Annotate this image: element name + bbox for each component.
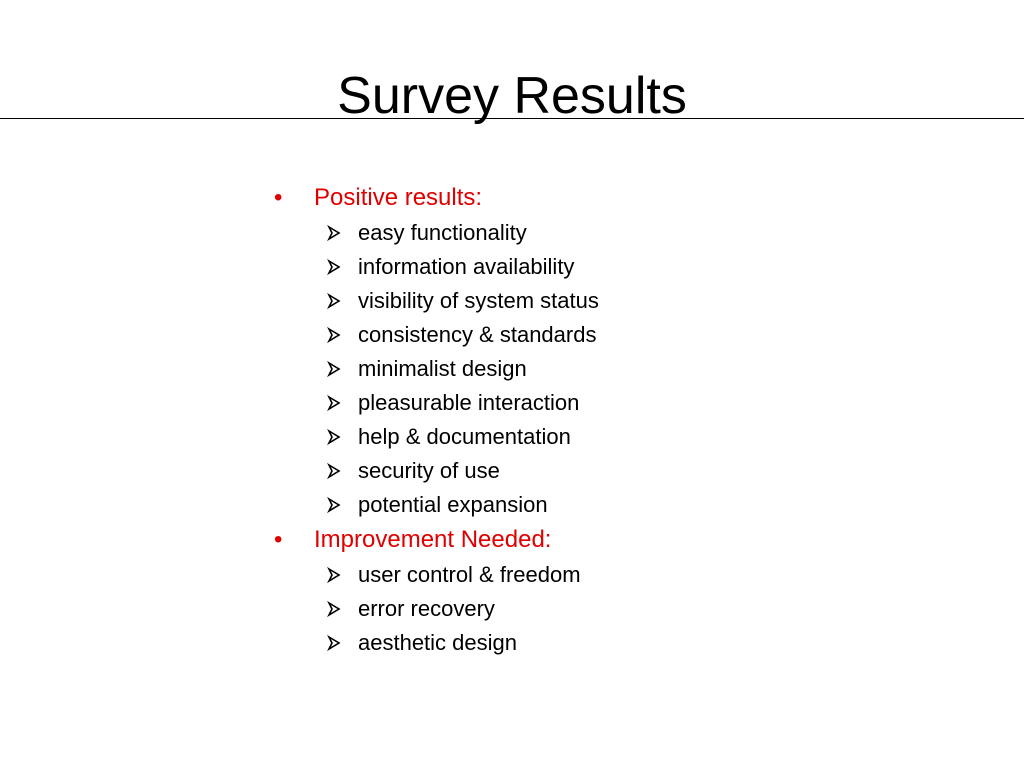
arrow-bullet-icon: [326, 225, 358, 241]
slide-title: Survey Results: [337, 67, 687, 125]
list-item: [270, 386, 970, 420]
arrow-bullet-icon: [326, 497, 358, 513]
section-positive-results: [270, 180, 970, 522]
list-item-label: potential expansion: [358, 492, 548, 517]
arrow-bullet-icon: [326, 635, 358, 651]
list-item-label: help & documentation: [358, 424, 571, 449]
section-heading-label: Positive results:: [314, 184, 483, 211]
section-improvement-needed: [270, 522, 970, 660]
list-item: [270, 250, 970, 284]
bullet-content: [270, 180, 970, 660]
list-item-label: error recovery: [358, 596, 495, 621]
list-item-label: information availability: [358, 254, 575, 279]
list-item-label: visibility of system status: [358, 288, 599, 313]
bullet-dot-icon: •: [274, 526, 283, 553]
arrow-bullet-icon: [326, 259, 358, 275]
positive-results-list: [270, 216, 970, 522]
arrow-bullet-icon: [326, 429, 358, 445]
list-item-label: security of use: [358, 458, 500, 483]
section-heading: [270, 180, 970, 216]
arrow-bullet-icon: [326, 463, 358, 479]
list-item: [270, 352, 970, 386]
arrow-bullet-icon: [326, 293, 358, 309]
arrow-bullet-icon: [326, 361, 358, 377]
title-divider: [0, 118, 1024, 119]
list-item: [270, 558, 970, 592]
list-item: [270, 318, 970, 352]
arrow-bullet-icon: [326, 327, 358, 343]
section-heading-label: Improvement Needed:: [314, 526, 552, 553]
list-item: [270, 626, 970, 660]
list-item-label: aesthetic design: [358, 630, 517, 655]
list-item-label: consistency & standards: [358, 322, 597, 347]
list-item-label: easy functionality: [358, 220, 527, 245]
list-item: [270, 420, 970, 454]
arrow-bullet-icon: [326, 395, 358, 411]
arrow-bullet-icon: [326, 567, 358, 583]
list-item-label: user control & freedom: [358, 562, 581, 587]
list-item: [270, 216, 970, 250]
list-item-label: pleasurable interaction: [358, 390, 580, 415]
list-item-label: minimalist design: [358, 356, 527, 381]
arrow-bullet-icon: [326, 601, 358, 617]
bullet-dot-icon: •: [274, 184, 283, 211]
list-item: [270, 284, 970, 318]
list-item: [270, 592, 970, 626]
list-item: [270, 454, 970, 488]
section-heading: [270, 522, 970, 558]
list-item: [270, 488, 970, 522]
improvement-needed-list: [270, 558, 970, 660]
